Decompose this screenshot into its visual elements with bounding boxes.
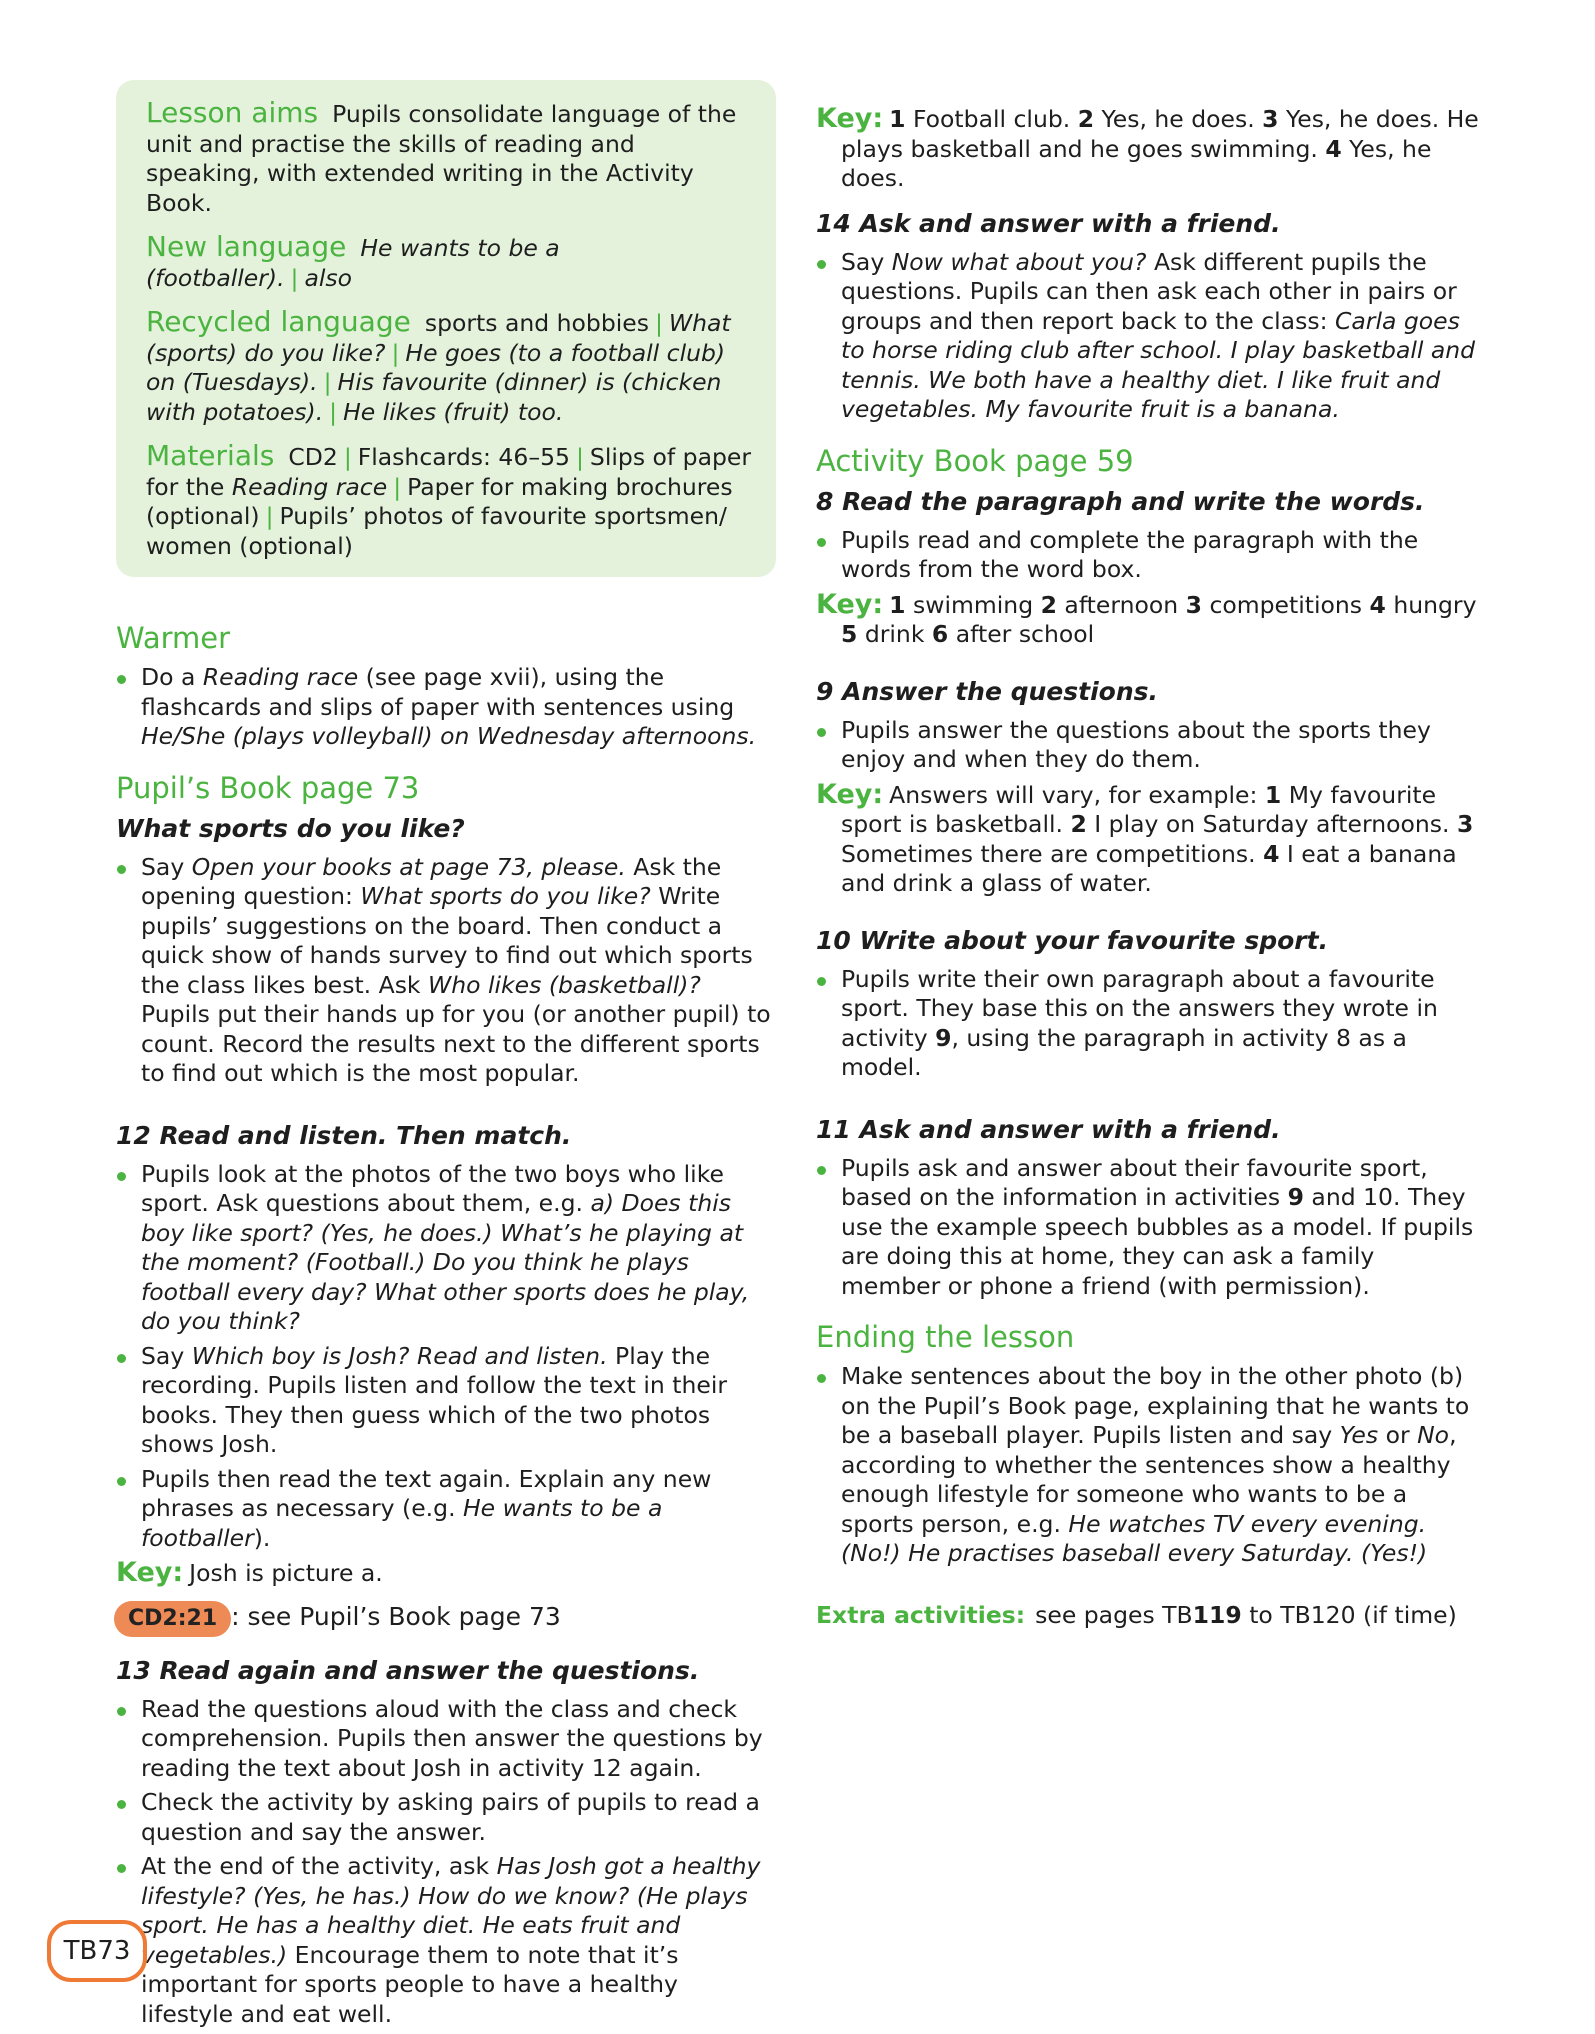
activity-8-key: Key: 1 swimming 2 afternoon 3 competitions 4 hungry 5 drink 6 after school — [816, 588, 1477, 648]
activity-12-heading: 12 Read and listen. Then match. — [116, 1120, 572, 1150]
activity-13-key: Key: 1 Football club. 2 Yes, he does. 3 Yes, he does. He plays basketball and he goes swimming. 4 Yes, he does. — [816, 103, 1479, 192]
list-item: Say Open your books at page 73, please. Ask the opening question: What sports do you like? Write pupils’ suggestions on the board. Then conduct a quick show of hands survey to find out which sports the class likes best. Ask Who likes (basketball)? Pupils put their hands up for you (or another pupil) to count. Record the results next to the different sports to find out which is the most popular. — [116, 853, 776, 1089]
left-column — [116, 80, 776, 2034]
activity-13-heading: 13 Read again and answer the questions. — [116, 1655, 700, 1685]
activity-9-list — [816, 716, 1481, 775]
activity-9-heading: 9 Answer the questions. — [816, 676, 1159, 706]
right-column — [816, 104, 1481, 1630]
activity-8-list — [816, 526, 1481, 585]
list-item: Do a Reading race (see page xvii), using the flashcards and slips of paper with sentences using He/She (plays volleyball) on Wednesday afternoons. — [116, 663, 776, 752]
list-item: Make sentences about the boy in the other photo (b) on the Pupil’s Book page, explaining that he wants to be a baseball player. Pupils listen and say Yes or No, according to whether the sentences show a healthy enough lifestyle for someone who wants to be a sports person, e.g. He watches TV every evening. (No!) He practises baseball every Saturday. (Yes!) — [816, 1362, 1481, 1569]
pupils-book-heading: Pupil’s Book page 73 — [116, 770, 420, 805]
new-language-label: New language — [146, 230, 347, 263]
lesson-aims-box — [116, 80, 776, 577]
ending-lesson-list — [816, 1362, 1481, 1569]
list-item: Pupils look at the photos of the two boys who like sport. Ask questions about them, e.g. a) Does this boy like sport? (Yes, he does.) What’s he playing at the moment? (Football.) Do you think he plays football every day? What other sports does he play, do you think? — [116, 1160, 776, 1337]
activity-14-list — [816, 248, 1481, 425]
activity-10-list — [816, 965, 1481, 1083]
activity-12-list — [116, 1160, 776, 1554]
extra-activities-label: Extra activities: — [816, 1600, 1026, 1629]
activity-14-heading: 14 Ask and answer with a friend. — [816, 208, 1281, 238]
lesson-aims: Lesson aims Pupils consolidate language of the unit and practise the skills of reading and speaking, with extended writing in the Activity Book. — [146, 96, 737, 217]
new-language: New language He wants to be a (footballer). | also — [146, 230, 560, 292]
list-item: At the end of the activity, ask Has Josh got a healthy lifestyle? (Yes, he has.) How do we know? (He plays sport. He has a healthy diet. He eats fruit and vegetables.) Encourage them to note that it’s important for sports people to have a healthy lifestyle and eat well. — [116, 1852, 776, 2029]
pupils-book-subtitle: What sports do you like? — [116, 813, 465, 843]
extra-activities: Extra activities: see pages TB119 to TB120 (if time) — [816, 1600, 1457, 1629]
materials-label: Materials — [146, 439, 275, 472]
list-item: Say Which boy is Josh? Read and listen. Play the recording. Pupils listen and follow the text in their books. They then guess which of the two photos shows Josh. — [116, 1342, 776, 1460]
recycled-language-label: Recycled language — [146, 305, 411, 338]
list-item: Pupils ask and answer about their favourite sport, based on the information in activities 9 and 10. They use the example speech bubbles as a model. If pupils are doing this at home, they can ask a family member or phone a friend (with permission). — [816, 1154, 1481, 1302]
warmer-heading: Warmer — [116, 621, 231, 655]
warmer-list — [116, 663, 776, 752]
audio-track-row: CD2:21 : see Pupil’s Book page 73 — [116, 1599, 776, 1637]
activity-10-heading: 10 Write about your favourite sport. — [816, 925, 1329, 955]
cd-track-badge[interactable]: CD2:21 — [114, 1601, 231, 1637]
ending-lesson-heading: Ending the lesson — [816, 1320, 1075, 1354]
list-item: Pupils write their own paragraph about a favourite sport. They base this on the answers they wrote in activity 9, using the paragraph in activity 8 as a model. — [816, 965, 1481, 1083]
list-item: Pupils then read the text again. Explain any new phrases as necessary (e.g. He wants to be a footballer). — [116, 1465, 776, 1554]
recycled-language: Recycled language sports and hobbies | What (sports) do you like? | He goes (to a football club) on (Tuesdays). | His favourite (dinner) is (chicken with potatoes). | He likes (fruit) too. — [146, 305, 731, 426]
activity-book-heading: Activity Book page 59 — [816, 443, 1134, 478]
pupils-book-list — [116, 853, 776, 1089]
activity-11-list — [816, 1154, 1481, 1302]
activity-9-key: Key: Answers will vary, for example: 1 My favourite sport is basketball. 2 I play on Saturday afternoons. 3 Sometimes there are competitions. 4 I eat a banana and drink a glass of water. — [816, 778, 1474, 897]
list-item: Check the activity by asking pairs of pupils to read a question and say the answer. — [116, 1788, 776, 1847]
activity-11-heading: 11 Ask and answer with a friend. — [816, 1114, 1281, 1144]
activity-8-heading: 8 Read the paragraph and write the words. — [816, 486, 1425, 516]
list-item: Read the questions aloud with the class and check comprehension. Pupils then answer the questions by reading the text about Josh in activity 12 again. — [116, 1695, 776, 1784]
activity-12-key: Key: Josh is picture a. — [116, 1557, 383, 1588]
materials: Materials CD2 | Flashcards: 46–55 | Slips of paper for the Reading race | Paper for making brochures (optional) | Pupils’ photos of favourite sportsmen/ women (optional) — [146, 439, 752, 560]
page-number: TB73 — [47, 1920, 147, 1982]
list-item: Say Now what about you? Ask different pupils the questions. Pupils can then ask each other in pairs or groups and then report back to the class: Carla goes to horse riding club after school. I play basketball and tennis. We both have a healthy diet. I like fruit and vegetables. My favourite fruit is a banana. — [816, 248, 1481, 425]
lesson-aims-label: Lesson aims — [146, 96, 319, 129]
activity-13-list — [116, 1695, 776, 2030]
list-item: Pupils answer the questions about the sports they enjoy and when they do them. — [816, 716, 1481, 775]
list-item: Pupils read and complete the paragraph with the words from the word box. — [816, 526, 1481, 585]
